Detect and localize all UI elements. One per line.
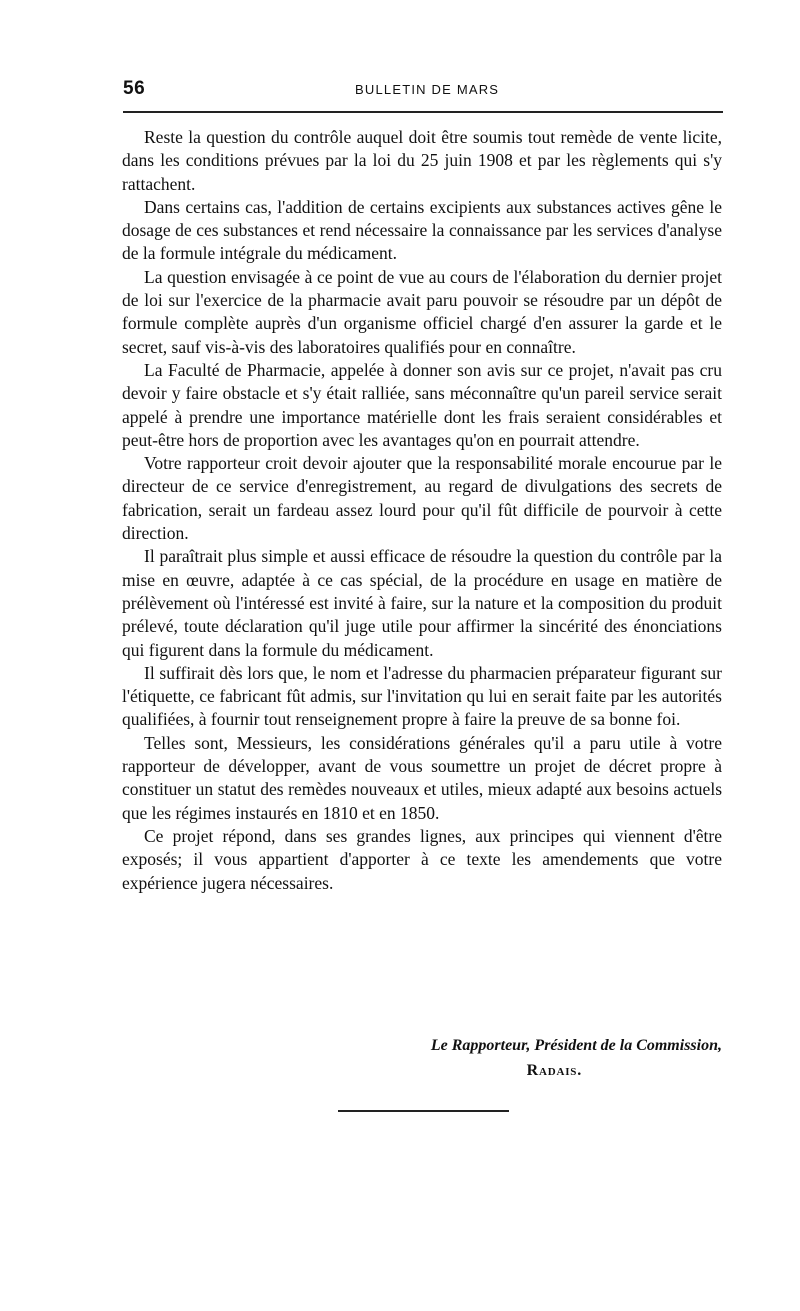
signature-name: Radais.: [526, 1062, 582, 1079]
paragraph-6: Il paraîtrait plus simple et aussi efficace de résoudre la question du contrôle par la mise en œuvre, adaptée à ce cas spécial, de la procédure en usage en matière de prélèvement où l'intéressé est invité à faire, sur la nature et la composition du produit prélevé, toute déclaration qu'il juge utile pour affirmer la sincérité des énonciations qui figurent dans la formule du médicament.: [122, 546, 722, 660]
page-header: [123, 78, 723, 102]
header-rule: [123, 111, 723, 113]
paragraph-8: Telles sont, Messieurs, les considérations générales qu'il a paru utile à votre rapporteur de développer, avant de vous soumettre un projet de décret propre à constituer un statut des remèdes nouveaux et utiles, mieux adapté aux besoins actuels que les régimes instaurés en 1810 et en 1850.: [122, 732, 722, 823]
running-head: BULLETIN DE MARS: [355, 82, 500, 97]
paragraph-9: Ce projet répond, dans ses grandes lignes, aux principes qui viennent d'être exposés; il vous appartient d'apporter à ce texte les amendements que votre expérience jugera nécessaires.: [122, 825, 722, 893]
paragraph-4: La Faculté de Pharmacie, appelée à donner son avis sur ce projet, n'avait pas cru devoir y faire obstacle et s'y était ralliée, sans méconnaître qu'un pareil service serait appelé à prendre une importance matérielle dont les frais seraient considérables et peut-être hors de proportion avec les avantages qu'on en pourrait attendre.: [122, 359, 722, 450]
body-text: [122, 126, 722, 895]
paragraph-1: Reste la question du contrôle auquel doit être soumis tout remède de vente licite, dans les conditions prévues par la loi du 25 juin 1908 et par les règlements qui s'y rattachent.: [122, 127, 722, 194]
paragraph-5: Votre rapporteur croit devoir ajouter que la responsabilité morale encourue par le directeur de ce service d'enregistrement, au regard de divulgations des secrets de fabrication, serait un fardeau assez lourd pour qu'il fût difficile de pourvoir à cette direction.: [122, 453, 722, 544]
paragraph-2: Dans certains cas, l'addition de certains excipients aux substances actives gêne le dosage de ces substances et rend nécessaire la connaissance par les services d'analyse de la formule intégrale du médicament.: [122, 196, 722, 264]
paragraph-7: Il suffirait dès lors que, le nom et l'adresse du pharmacien préparateur figurant sur l'étiquette, ce fabricant fût admis, sur l'invitation qu lui en serait faite par les autorités qualifiées, à fournir tout renseignement propre à faire la preuve de sa bonne foi.: [122, 662, 722, 730]
signature-title: Le Rapporteur, Président de la Commission,: [430, 1037, 722, 1054]
page-number: 56: [123, 78, 146, 99]
signature-block: [122, 1033, 722, 1083]
footer-rule: [338, 1110, 509, 1112]
paragraph-3: La question envisagée à ce point de vue au cours de l'élaboration du dernier projet de loi sur l'exercice de la pharmacie avait paru pouvoir se résoudre par un dépôt de formule complète auprès d'un organisme officiel chargé d'en assurer la garde et le secret, sauf vis-à-vis des laboratoires qualifiés pour en connaître.: [122, 266, 722, 357]
